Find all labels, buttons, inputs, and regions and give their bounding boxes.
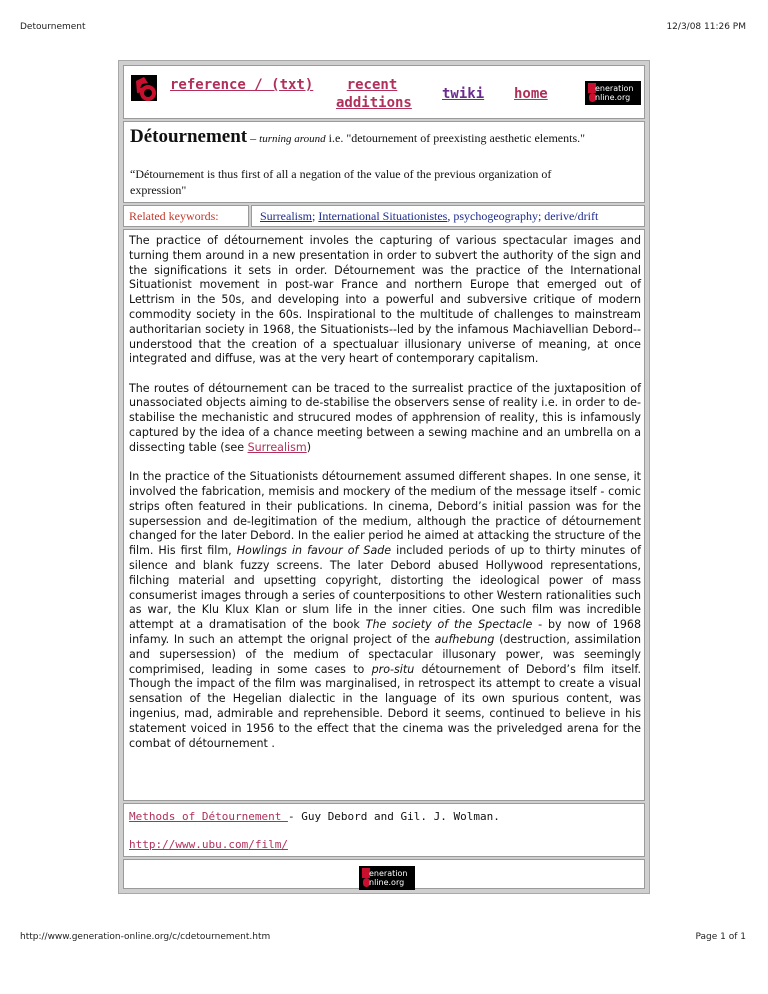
footer-cell bbox=[123, 859, 645, 889]
keyword-sep: ; bbox=[312, 209, 319, 223]
print-title: Detournement bbox=[20, 22, 86, 32]
footer-logo-line1: eneration bbox=[369, 869, 408, 878]
logo-text-line1: eneration bbox=[595, 84, 634, 93]
title-subtitle: turning around bbox=[259, 133, 326, 145]
p3-part-c: - by now of 1968 infamy. In such an attempt the orignal project of the bbox=[129, 618, 642, 646]
nav-reference-link[interactable]: reference / (txt) bbox=[170, 77, 314, 93]
references-cell bbox=[123, 803, 645, 857]
paragraph-1: The practice of détournement involes the capturing of various spectacular images and turning them around in a new presentation in order to subvert the authority of the sign and the significations it sets in order. Détournement was the practice of the International Situationist movement in post-war France and northern Europe that emerged out of Lettrism in the 50s, and developing into a powerful and subversive critique of modern commodity society in the 60s. Inspirational to the multitude of challenges to mainstream authoritarian society in 1968, the Situationists--led by the infamous Machiavellian Debord--understood that the creation of a spectualuar illusionary universe of meaning, at once integrated and diffuse, was at the very heart of contemporary capitalism. bbox=[129, 234, 641, 366]
p3-part-e: détournement of Debord’s film itself. Though the impact of the film was marginalised, in retrospect its attempt to create a visual sensation of the Hegelian dialectic in the language of its own spurious content, was ingenius, mad, admirable and reprehensible. Debord it seems, continued to believe in his statement voiced in 1956 to the effect that the cinema was the priveledged arena for the combat of détournement . bbox=[129, 662, 641, 750]
footer-logo-line2: nline.org bbox=[369, 878, 405, 887]
nav-recent-line1: recent bbox=[346, 77, 398, 93]
title-dash: – bbox=[247, 131, 260, 145]
generation-online-logo[interactable] bbox=[585, 81, 641, 105]
keyword-surrealism-link[interactable]: Surrealism bbox=[260, 209, 312, 223]
ubu-line bbox=[129, 838, 288, 851]
nav-recent-line2: additions bbox=[336, 95, 412, 111]
p3-part-a: In the practice of the Situationists détournement assumed different shapes. In one sense, it involved the fabrication, memisis and mockery of the medium of the message itself - comic strips often featured in their publications. In cinema, Debord’s initial passion was for the supersession and de-legitimation of the medium, although the practice of détournement changed for the later Debord. In the ealier period he aimed at attacking the structure of the film. His first film, bbox=[129, 470, 641, 558]
p3-film-title: Howlings in favour of Sade bbox=[236, 544, 392, 558]
nav-bar bbox=[123, 65, 645, 119]
title-heading: Détournement bbox=[130, 126, 248, 147]
generation-online-footer-logo[interactable] bbox=[359, 866, 415, 890]
title-rest: i.e. "detournement of preexisting aesthetic elements." bbox=[325, 131, 586, 145]
p3-part-d: (destruction, assimilation and supersession) of the medium of spectacular illusonary power, was seemingly comprimised, leading in some cases to bbox=[129, 632, 642, 676]
nav-home-link[interactable]: home bbox=[514, 86, 548, 102]
p3-part-b: included periods of up to thirty minutes of silence and blank fuzzy screens. The later Debord abused Hollywood representations, filching material and upsetting copyright, distorting the ideological power of mass consumerist images through a series of counterpositions to other Western rationalities such as war, the Klu Klux Klan or slum life in the inner cities. One such film was incredible attempt at a dramatisation of the book bbox=[129, 544, 641, 632]
print-datetime: 12/3/08 11:26 PM bbox=[666, 22, 746, 32]
surrealism-inline-link[interactable]: Surrealism bbox=[247, 440, 307, 454]
p3-aufhebung: aufhebung bbox=[434, 632, 495, 646]
keyword-situationistes-link[interactable]: International Situationistes bbox=[318, 209, 448, 223]
methods-link[interactable]: Methods of Détournement bbox=[129, 810, 288, 823]
paragraph-2-end: ) bbox=[306, 440, 312, 454]
paragraph-2 bbox=[129, 382, 641, 456]
p3-book-title: The society of the Spectacle bbox=[365, 618, 533, 632]
p3-pro-situ: pro-situ bbox=[371, 662, 415, 676]
nav-twiki-link[interactable]: twiki bbox=[442, 86, 485, 102]
page-table bbox=[118, 60, 650, 894]
page-title bbox=[130, 126, 585, 148]
print-header bbox=[20, 22, 746, 34]
article-body bbox=[123, 229, 645, 801]
ubu-film-link[interactable]: http://www.ubu.com/film/ bbox=[129, 838, 288, 851]
methods-line bbox=[129, 810, 500, 823]
go-small-logo-icon[interactable] bbox=[131, 75, 157, 101]
print-footer bbox=[20, 932, 746, 944]
keyword-rest: , psychogeography; derive/drift bbox=[447, 209, 599, 223]
paragraph-3 bbox=[129, 470, 641, 751]
nav-recent-additions-link[interactable] bbox=[336, 76, 412, 112]
keywords-label: Related keywords: bbox=[123, 205, 249, 227]
title-cell bbox=[123, 121, 645, 203]
logo-text-line2: nline.org bbox=[595, 93, 631, 102]
methods-authors: - Guy Debord and Gil. J. Wolman. bbox=[287, 810, 500, 823]
print-url: http://www.generation-online.org/c/cdetournement.htm bbox=[20, 932, 271, 942]
title-quote: “Détournement is thus first of all a negation of the value of the previous organization of expression" bbox=[130, 167, 552, 197]
keywords-list bbox=[251, 205, 645, 227]
paragraph-2-text: The routes of détournement can be traced to the surrealist practice of the juxtaposition of unassociated objects aiming to de-stabilise the observers sense of reality i.e. in order to de-stabilise the mechanistic and strucured modes of apphrension of reality, this is infamously captured by the idea of a chance meeting between a sewing machine and an umbrella on a dissecting table (see bbox=[129, 381, 641, 454]
print-page-number: Page 1 of 1 bbox=[695, 932, 746, 942]
